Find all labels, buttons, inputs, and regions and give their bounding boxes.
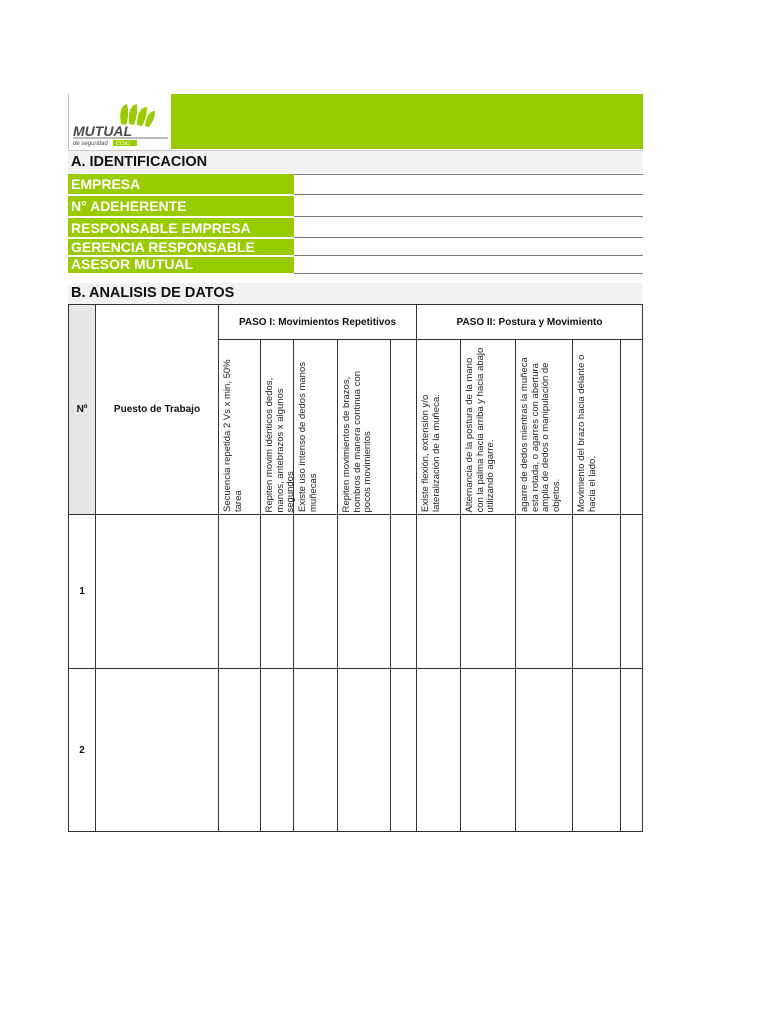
paso-2-criterion-5: [621, 340, 643, 515]
check-cell[interactable]: [261, 669, 294, 832]
paso-1-criterion-2: Repiten movim idénticos dedos, manos, antebrazos x algunos segundos: [261, 340, 294, 515]
check-cell[interactable]: [461, 669, 516, 832]
section-a-title: A. IDENTIFICACION: [68, 150, 643, 173]
puesto-cell[interactable]: [96, 669, 219, 832]
check-cell[interactable]: [338, 515, 391, 669]
paso-1-header: PASO I: Movimientos Repetitivos: [219, 305, 417, 340]
mutual-logo: [68, 94, 171, 149]
mutual-logo-mark: [69, 94, 172, 149]
paso-2-criterion-2: Alternancia de la postura de la mano con la palma hacia arriba y hacia abajo utilizando agarre.: [461, 340, 516, 515]
field-value-empresa[interactable]: [294, 174, 643, 195]
field-value-asesor-mutual[interactable]: [294, 257, 643, 274]
check-cell[interactable]: [573, 669, 621, 832]
paso-2-header: PASO II: Postura y Movimiento: [417, 305, 643, 340]
check-cell[interactable]: [461, 515, 516, 669]
check-cell[interactable]: [417, 669, 461, 832]
paso-1-criterion-5: [391, 340, 417, 515]
column-header-puesto: Puesto de Trabajo: [96, 305, 219, 515]
check-cell[interactable]: [294, 669, 338, 832]
check-cell[interactable]: [261, 515, 294, 669]
paso-1-criterion-1: Secuencia repetida 2 Vs x min, 50% tarea: [219, 340, 261, 515]
analysis-table: [68, 304, 643, 832]
field-value-gerencia-responsable[interactable]: [294, 239, 643, 256]
puesto-cell[interactable]: [96, 515, 219, 669]
check-cell[interactable]: [391, 669, 417, 832]
field-label-responsable-empresa: RESPONSABLE EMPRESA: [68, 218, 294, 238]
check-cell[interactable]: [391, 515, 417, 669]
column-header-no: Nº: [69, 305, 96, 515]
paso-1-criterion-4: Repiten movimientos de brazos, hombros de manera continua con pocos movimientos: [338, 340, 391, 515]
field-value-responsable-empresa[interactable]: [294, 218, 643, 238]
field-label-asesor-mutual: ASESOR MUTUAL: [68, 257, 294, 274]
check-cell[interactable]: [219, 669, 261, 832]
row-number: 2: [69, 669, 96, 832]
svg-text:de seguridad: de seguridad: [73, 141, 108, 147]
check-cell[interactable]: [338, 669, 391, 832]
paso-2-criterion-3: agarre de dedos mientras la muñeca esta rotada, o agarres con abertura amplia de dedos o manipulación de objetos.: [516, 340, 573, 515]
table-row: [69, 515, 643, 669]
row-number: 1: [69, 515, 96, 669]
field-label-empresa: EMPRESA: [68, 174, 294, 195]
check-cell[interactable]: [219, 515, 261, 669]
field-label-gerencia-responsable: GERENCIA RESPONSABLE: [68, 239, 294, 256]
check-cell[interactable]: [294, 515, 338, 669]
table-row: [69, 669, 643, 832]
svg-text:CChC: CChC: [116, 141, 130, 147]
paso-2-criterion-4: Movimiento del brazo hacia delante o hacia el lado.: [573, 340, 621, 515]
paso-1-criterion-3: Existe uso intenso de dedos manos muñecas: [294, 340, 338, 515]
check-cell[interactable]: [621, 515, 643, 669]
field-value-adeherente[interactable]: [294, 196, 643, 217]
field-label-adeherente: N° ADEHERENTE: [68, 196, 294, 217]
check-cell[interactable]: [621, 669, 643, 832]
paso-2-criterion-1: Existe flexión, extensión y/o lateralización de la muñeca.: [417, 340, 461, 515]
section-b-title: B. ANALISIS DE DATOS: [68, 283, 643, 304]
check-cell[interactable]: [573, 515, 621, 669]
check-cell[interactable]: [417, 515, 461, 669]
header-green-band: [171, 94, 643, 149]
svg-text:MUTUAL: MUTUAL: [73, 123, 133, 139]
check-cell[interactable]: [516, 515, 573, 669]
check-cell[interactable]: [516, 669, 573, 832]
